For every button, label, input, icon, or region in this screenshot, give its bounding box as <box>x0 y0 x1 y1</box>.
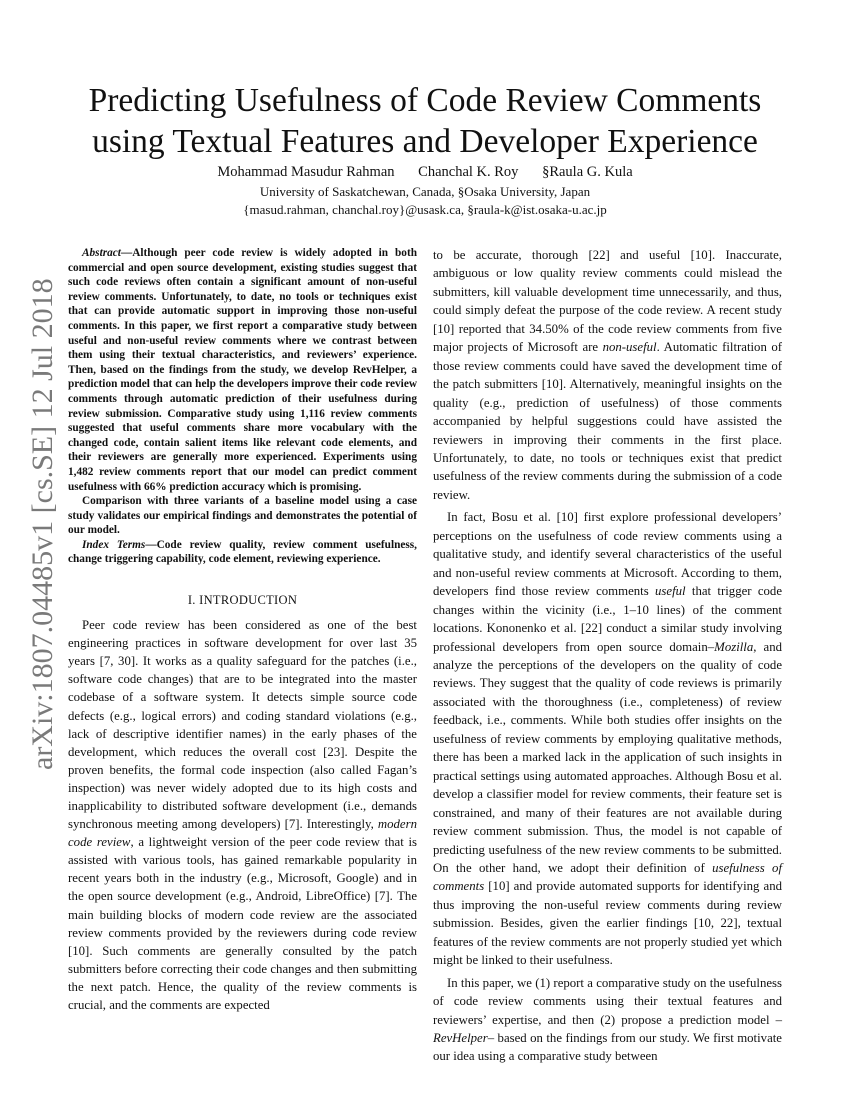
right-column <box>433 246 782 1066</box>
author-3: §Raula G. Kula <box>542 164 633 180</box>
emphasis-usefulness-of-comments: usefulness of comments <box>433 860 782 894</box>
arxiv-identifier-stamp <box>14 0 64 1100</box>
abstract-text: —Although peer code review is widely adopted in both commercial and open source development, existing studies suggest that such code reviews often contain a significant amount of non-useful review comments. Unfortunately, to date, no tools or techniques exist that can provide automatic support in improving those non-useful comments. In this paper, we first report a comparative study between useful and non-useful review comments where we contrast between them using their textual characteristics, and reviewers’ experience. Then, based on the findings from the study, we develop RevHelper, a prediction model that can help the developers improve their code review comments through automatic prediction of their usefulness during review submission. Comparative study using 1,116 review comments suggested that useful comments share more vocabulary with the changed code, contain salient items like relevant code elements, and their reviewers are generally more experienced. Experiments using 1,482 review comments report that our model can predict comment usefulness with 66% prediction accuracy which is promising. <box>68 247 417 493</box>
arxiv-id-text: arXiv:1807.04485v1 [cs.SE] 12 Jul 2018 <box>26 278 59 770</box>
affiliations: University of Saskatchewan, Canada, §Osaka University, Japan <box>259 184 591 199</box>
paper-title <box>60 80 790 162</box>
index-terms-label: Index Terms <box>82 538 146 551</box>
index-terms <box>68 538 417 567</box>
title-line-2: using Textual Features and Developer Experience <box>92 123 758 160</box>
author-emails: {masud.rahman, chanchal.roy}@usask.ca, §raula-k@ist.osaka-u.ac.jp <box>243 202 607 217</box>
left-column <box>68 246 417 1014</box>
emphasis-modern-code-review: modern code review <box>68 817 417 850</box>
intro-paragraph-2: In fact, Bosu et al. [10] first explore professional developers’ perceptions on the usefulness of code review comments using a qualitative study, and identify several characteristics of the useful and non-useful review comments at Microsoft. According to them, developers find those review comments useful that trigger code changes within the vicinity (i.e., 1–10 lines) of the comment locations. Kononenko et al. [22] conduct a similar study involving professional developers from open source domain–Mozilla, and analyze the perceptions of the developers on the quality of code reviews. They suggest that the quality of code reviews is primarily associated with the thoroughness (i.e., completeness) of review feedback, i.e., comments. While both studies offer insights on the usefulness of review comments by employing qualitative methods, there has been a marked lack in the application of such insights in practical settings using automated approaches. Although Bosu et al. develop a classifier model for review comments, their feature set is constrained, and many of their features are not available during review comment submission. Thus, the model is not capable of predicting usefulness of the new review comments to be submitted. On the other hand, we adopt their definition of usefulness of comments [10] and provide automated supports for identifying and thus improving the non-useful review comments during review submission. Besides, given the earlier findings [10, 22], textual features of the review comments are not properly studied yet which might be linked to their usefulness. <box>433 510 782 968</box>
emphasis-non-useful: non-useful <box>602 340 657 355</box>
intro-paragraph-3: In this paper, we (1) report a comparative study on the usefulness of code review comments using their textual features and reviewers’ expertise, and then (2) propose a prediction model –RevHelper– based on the findings from our study. We first motivate our idea using a comparative study between <box>433 975 782 1064</box>
author-list <box>60 163 790 182</box>
index-terms-text: —Code review quality, review comment usefulness, change triggering capability, code element, reviewing experience. <box>68 538 417 566</box>
abstract-paragraph <box>68 246 417 494</box>
emphasis-revhelper: RevHelper <box>433 1031 488 1046</box>
title-line-1: Predicting Usefulness of Code Review Comments <box>88 82 762 119</box>
emphasis-useful: useful <box>655 584 686 599</box>
abstract-paragraph-2: Comparison with three variants of a baseline model using a case study validates our empirical findings and demonstrates the potential of our model. <box>68 495 417 537</box>
intro-paragraph-1-cont: to be accurate, thorough [22] and useful [10]. Inaccurate, ambiguous or low quality review comments could mislead the submitters, kill valuable development time unnecessarily, and thus, could simply defeat the purpose of the code review. A recent study [10] reported that 34.50% of the code review comments from five major projects of Microsoft are non-useful. Automatic filtration of those review comments could have saved the development time of the patch submitters [10]. Alternatively, meaningful insights on the quality (e.g., prediction of usefulness) of those comments accompanied by helpful suggestions could have assisted the reviewers in improving their comments in the first place. Unfortunately, to date, no tools or techniques exist that predict usefulness of the review comments during the submission of a code review. <box>433 248 783 502</box>
author-1: Mohammad Masudur Rahman <box>217 164 395 180</box>
abstract-label: Abstract <box>82 247 121 259</box>
intro-paragraph-1: Peer code review has been considered as one of the best engineering practices in software development for over last 35 years [7, 30]. It works as a quality safeguard for the patches (i.e., software code changes) that are to be integrated into the master codebase of a software system. It detects simple source code defects (e.g., logical errors) and coding standard violations (e.g., lack of descriptive identifier names) in the early phases of the development, which reduces the overall cost [23]. Despite the proven benefits, the formal code inspection (also called Fagan’s inspection) was never widely adopted due to its high costs and inapplicability to distributed software development (i.e., demands synchronous meeting among developers) [7]. Interestingly, modern code review, a lightweight version of the peer code review that is assisted with various tools, has gained remarkable popularity in recent years both in the industry (e.g., Microsoft, Google) and in the open source development (e.g., Android, LibreOffice) [7]. The main building blocks of modern code review are the associated review comments provided by the reviewers during code review [10]. Such comments are generally consulted by the patch submitters before correcting their code changes and then submitting the next patch. Hence, the quality of the review comments is crucial, and the comments are expected <box>68 618 417 1013</box>
author-2: Chanchal K. Roy <box>418 164 519 180</box>
emphasis-mozilla: Mozilla <box>714 639 754 654</box>
section-heading-introduction: I. INTRODUCTION <box>187 593 298 608</box>
